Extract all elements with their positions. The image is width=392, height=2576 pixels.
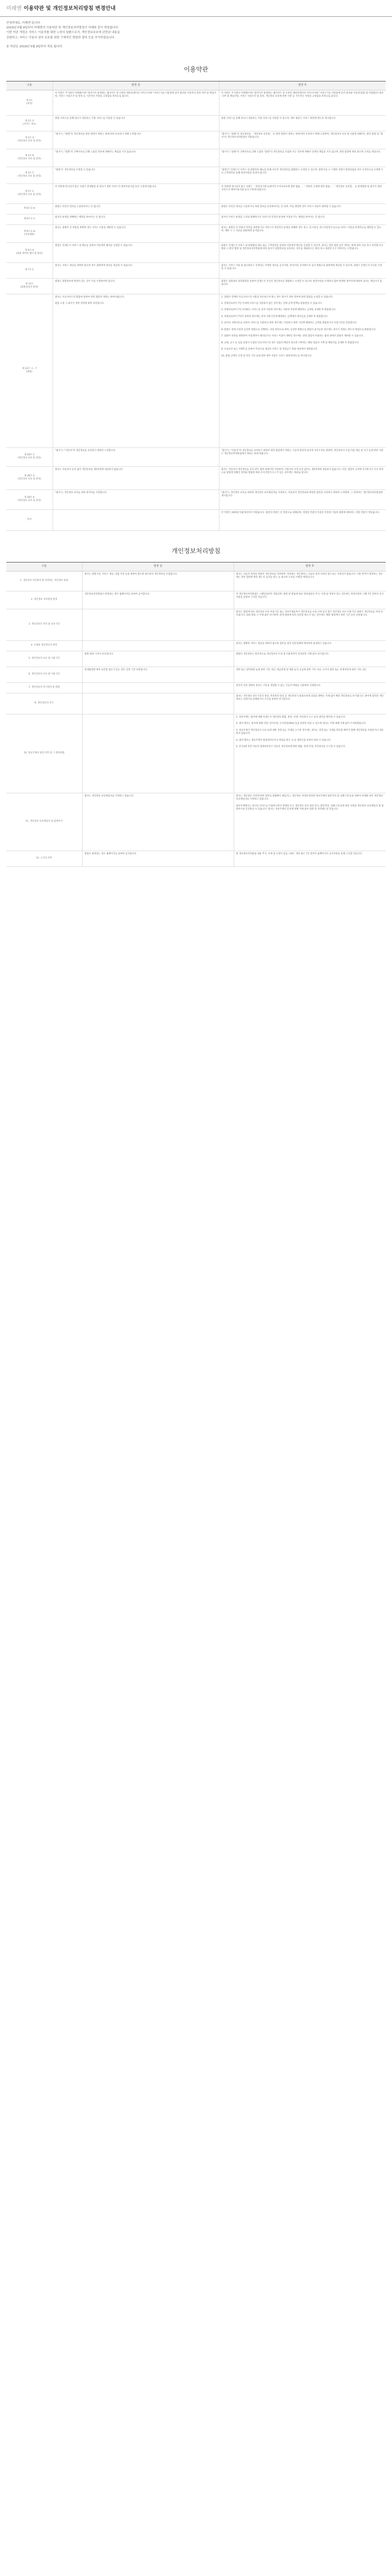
- row-category: [6, 149, 53, 167]
- row-before: [82, 609, 234, 641]
- row-after-text: "회사"는 "회원"의 귀책사유로 인해 노출된 "회원"의 개인정보를 포함한 모든 정보에 대해서 일체의 책임을 지지 않으며, 관련 법령에 따라 필요한 조치를 취합니다.: [221, 150, 381, 154]
- row-before: [82, 591, 234, 609]
- row-before: [82, 571, 234, 591]
- table-row: [6, 224, 386, 242]
- table-row: [6, 641, 386, 651]
- row-category-text: 제 6조-1-⑧ (이용제한): [23, 230, 35, 237]
- row-after-text: 회사는 서비스 이용 중 필요하다고 인정되는 다양한 정보를 공지사항, 전자우편, 문자메시지 등의 방법으로 회원에게 제공할 수 있으며, 회원은 언제든지 수신을 거절할 수 있습니다.: [221, 264, 382, 270]
- header-category: 구분: [6, 81, 53, 90]
- row-after-text: 회사는 다음의 목적을 위하여 개인정보를 처리하며, 처리하는 개인정보는 다음의 목적 이외의 용도로는 이용되지 않습니다. 이용 목적이 변경되는 경우에는 관련 법령에 따라 별도의 동의를 받는 등 필요한 조치를 이행할 예정입니다.: [236, 573, 383, 579]
- row-before-text: 회사는 유료서비스의 환불에 관하여 관련 법령이 정하는 바에 따릅니다. 환불 요청 시 회사가 정한 절차에 따라 처리합니다.: [55, 295, 125, 305]
- row-after-text: 회사는 이용자의 개인정보를 동의 받은 범위 내에서만 이용하며, 이용자의 사전 동의 없이는 제3자에게 제공하지 않습니다. 다만, 법령의 규정에 의거하거나 수사 목적으로 법령에 정해진 절차와 방법에 따라 수사기관의 요구가 있는 경우에는 예외로 합니다.: [221, 468, 384, 474]
- row-before: [53, 131, 219, 149]
- row-category: [6, 203, 53, 214]
- row-after: [234, 667, 386, 683]
- row-after-text: 회사는 법령에 따른 개인정보 보유·이용기간 또는 정보주체로부터 개인정보를 수집 시에 동의 받은 개인정보 보유·이용기간 내에서 개인정보를 처리·보유합니다. 회원 탈퇴 시 지체 없이 파기하며, 관계 법령에 따라 보존할 필요가 있는 경우에는 해당 법령에서 정한 기간 동안 보관합니다.: [236, 611, 383, 617]
- row-after: [219, 224, 386, 242]
- table-row: [6, 609, 386, 641]
- row-after: [234, 651, 386, 667]
- row-after: [234, 683, 386, 693]
- row-category-text: 제 28조-1 (개인정보 보호 및 관리): [17, 453, 42, 460]
- row-category: [6, 793, 82, 851]
- row-after-text: 회원은 타인의 정보를 도용하거나 허위 정보를 등록하여서는 안 되며, 이를 위반한 경우 서비스 이용이 제한될 수 있습니다.: [221, 205, 341, 208]
- row-category: [6, 242, 53, 262]
- header-category: 구분: [6, 563, 82, 571]
- row-before: [53, 509, 219, 530]
- row-after-text: 회사의 서비스 운영을 고의로 방해하거나 서비스의 안정적 운영에 지장을 주는 행위를 하여서는 안 됩니다.: [221, 216, 326, 219]
- table-row: [6, 262, 386, 278]
- effective-date: 본 약관은 2019년 5월 9일부터 적용 됩니다.: [6, 45, 63, 48]
- table-row: [6, 571, 386, 591]
- row-after: [219, 90, 386, 115]
- row-category-text: 10. 정보주체의 권리·의무 및 그 행사방법: [24, 752, 65, 755]
- table-row: [6, 466, 386, 489]
- row-after-text: 회원은 언제든지 서비스 내 회원탈퇴 메뉴 또는 고객센터를 통하여 이용계약 해지를 신청할 수 있으며, 회사는 관련 법령 등이 정하는 바에 따라 이를 즉시 처리합니다. 탈퇴 시 관련 법령 및 개인정보처리방침에 따라 회사가 회원정보를 보유하는 경우를 제외하고는 해지 즉시 회원의 모든 데이터는 소멸됩니다.: [221, 244, 384, 250]
- row-category-text: 제 2조-3 (서비스 개요): [23, 119, 36, 126]
- row-before: [53, 262, 219, 278]
- row-after-text: 회사는 개인정보 처리에 관한 업무를 총괄해서 책임지고, 개인정보 처리와 관련한 정보주체의 불만처리 및 피해구제 등을 위하여 아래와 같이 개인정보 보호책임자를 지정하고 있습니다. 정보주체께서는 회사의 서비스를 이용하시면서 발생한 모든 개인정보 보호 관련 문의, 불만처리, 피해구제 등에 관한 사항을 개인정보 보호책임자 및 담당부서로 문의하실 수 있습니다. 회사는 정보주체의 문의에 대해 지체 없이 답변 및 처리해드릴 것입니다.: [236, 795, 384, 811]
- row-category: [6, 167, 53, 183]
- row-after-text: 이 약관은 주식회사 미래엔(이하 "회사")이 운영하는 웹사이트 및 모바일 애플리케이션 서비스(이하 "서비스")를 이용함에 있어 회사와 이용자(회원 및 비회원)의 권리·의무 및 책임사항, 서비스 이용조건 및 절차, 개인정보 보호에 관한 사항 등 기본적인 사항을 규정함을 목적으로 합니다.: [221, 91, 384, 98]
- table-row: [6, 214, 386, 224]
- intro-line: 이번 약관 개정은 서비스 이용자를 위한 노력의 일환으로서, 개인정보보호에 관련된 내용을: [6, 31, 120, 35]
- row-before: [82, 693, 234, 714]
- row-after: [219, 489, 386, 509]
- row-after-text: "회사"는 "회원"의 개인정보를 「개인정보 보호법」 등 관련 법령이 정하는 바에 따라 보호하기 위해 노력하며, 개인정보의 보호 및 이용에 대해서는 관련 법령 및 "회사"의 개인정보처리방침이 적용됩니다.: [221, 132, 383, 139]
- row-after: [219, 509, 386, 530]
- row-after-text: 회사는 회원이 본 약관의 의무를 위반하거나 서비스의 정상적인 운영을 방해한 경우 경고, 일시정지, 영구이용정지 등으로 서비스 이용을 단계적으로 제한할 수 있으며, 제한 시 그 사유를 회원에게 통지합니다.: [221, 226, 381, 232]
- table-row: [6, 278, 386, 294]
- row-category: [6, 115, 53, 131]
- row-category-text: 4. 수집한 개인정보의 위탁: [31, 644, 57, 647]
- row-after: [219, 167, 386, 183]
- row-category-text: 제 1조 (목적): [26, 99, 33, 106]
- table-row: [6, 693, 386, 714]
- row-after-text: 전자적 파일 형태의 정보는 기록을 재생할 수 없는 기술적 방법을 사용하여 삭제합니다.: [236, 684, 321, 687]
- table-row: [6, 90, 386, 115]
- row-before: [53, 294, 219, 447]
- row-before-text: 회사는 회원가입, 서비스 제공, 상담 처리 등을 위하여 필요한 최소한의 개인정보를 수집합니다.: [84, 573, 178, 576]
- row-after: [234, 609, 386, 641]
- row-category: [6, 294, 53, 447]
- row-before: [82, 641, 234, 651]
- row-category: [6, 683, 82, 693]
- row-before-text: "회사"는 "회원"의 개인정보를 관련 법령이 정하는 바에 따라 보호하기 위해 노력합니다.: [55, 132, 142, 136]
- row-after: [234, 793, 386, 851]
- row-category: [6, 489, 53, 509]
- row-category-text: 제 3조-7 (개인정보 보호 및 관리): [17, 171, 42, 178]
- row-after: [234, 641, 386, 651]
- page-header: [0, 0, 392, 17]
- row-after: [219, 183, 386, 203]
- row-before-text: 회사의 운영을 방해하는 행위를 하여서는 안 됩니다.: [55, 216, 106, 219]
- row-after: [234, 571, 386, 591]
- table-row: [6, 294, 386, 447]
- row-before: [53, 224, 219, 242]
- row-after-text: 1. 정보주체는 회사에 대해 언제든지 개인정보 열람, 정정, 삭제, 처리정지 요구 등의 권리를 행사할 수 있습니다. 2. 권리 행사는 회사에 대해 서면, 전자우편, 모사전송(FAX) 등을 통하여 하실 수 있으며 회사는 이에 대해 지체 없이 조치하겠습니다. 3. 정보주체가 개인정보의 오류 등에 대한 정정 또는 삭제를 요구한 경우에는 회사는 정정 또는 삭제를 완료할 때까지 당해 개인정보를 이용하거나 제공하지 않습니다. 4. 권리 행사는 정보주체의 법정대리인이나 위임을 받은 자 등 대리인을 통하여 하실 수 있습니다. 5. 만 14세 미만 아동의 법정대리인은 아동의 개인정보에 대한 열람, 정정·삭제, 처리정지를 요구할 수 있습니다.: [236, 716, 384, 748]
- row-category-text: 제 3조-6 (개인정보 보호 및 관리): [17, 154, 42, 161]
- row-category: [6, 183, 53, 203]
- row-before: [53, 203, 219, 214]
- row-before: [53, 167, 219, 183]
- row-category: [6, 641, 82, 651]
- row-before-text: "회원"은 개인정보를 수정할 수 있습니다.: [55, 168, 96, 171]
- row-after-text: 회사는 개인정보 보유기간의 경과, 처리목적 달성 등 개인정보가 불필요하게 되었을 때에는 지체 없이 해당 개인정보를 파기합니다. 종이에 출력된 개인정보는 분쇄기로 분쇄하거나 소각을 통하여 파기합니다.: [236, 695, 384, 701]
- row-after-text: 회원의 개인정보는 원칙적으로 개인정보의 수집 및 이용목적이 달성되면 지체 없이 파기합니다.: [236, 653, 329, 656]
- row-after: [219, 466, 386, 489]
- row-before: [53, 149, 219, 167]
- row-after-text: 회원 서비스를 통해 회사가 제공하는 각종 서비스를 이용할 수 있으며, 세부 내용은 서비스 화면에 별도로 게시합니다.: [221, 117, 336, 120]
- row-category-text: 제 6조-4 (회원 계약의 해지 및 탈퇴): [16, 249, 43, 255]
- row-after: [219, 214, 386, 224]
- row-before-text: 회원은 타인의 정보를 도용하여서는 안 됩니다.: [55, 205, 101, 208]
- privacy-section-title: 개인정보처리방침: [172, 547, 220, 555]
- row-before: [82, 851, 234, 867]
- row-category-text: 2. 개인정보 처리방침 변경: [31, 598, 57, 601]
- row-category-text: 제 3조-4 (개인정보 보호 및 관리): [17, 136, 42, 143]
- privacy-table: [6, 562, 386, 867]
- row-category: [6, 571, 82, 591]
- row-before: [82, 651, 234, 667]
- row-before: [82, 714, 234, 793]
- row-category: [6, 447, 53, 466]
- row-after-text: 1. 회원이 결제한 유료서비스의 이용을 취소하고자 하는 경우 회사가 정한 절차에 따라 환불을 요청할 수 있습니다. 2. 결제일로부터 7일 이내에 서비스를 이용하지 않은 경우에는 결제 금액 전액을 환불받을 수 있습니다. 3. 결제일로부터 7일 이내라도 서비스를 일부 이용한 경우에는 이용한 부분에 해당하는 금액을 공제한 후 환불합니다. 4. 결제일로부터 7일이 경과한 경우에는 잔여 이용기간에 해당하는 금액에서 위약금을 공제한 후 환불합니다. 5. 회사의 귀책사유로 인하여 서비스를 이용하지 못한 경우에는 이용하지 못한 기간에 해당하는 금액을 환불하거나 이용기간을 연장합니다. 6. 환불은 결제 수단과 동일한 방법으로 진행하는 것을 원칙으로 하며, 동일한 방법으로 환불이 불가능한 경우에는 회사가 정하는 별도의 방법으로 환불합니다. 7. 회원이 약관을 위반하여 이용계약이 해지되거나 서비스 이용이 제한된 경우에는 관련 법령이 허용하는 범위 내에서 환불이 제한될 수 있습니다. 8. 교재, 교구 등 실물 상품이 포함된 유료서비스의 경우 상품의 배송이 완료된 이후에는 해당 상품의 가액 및 배송비를 공제한 후 환불합니다. 9. 프로모션 또는 이벤트를 통하여 무상으로 제공된 서비스 및 적립금은 환불 대상에서 제외됩니다. 10. 환불 금액의 산정 및 처리 기간 등에 관한 세부 사항은 서비스 화면에 별도로 게시합니다.: [221, 295, 376, 357]
- intro-line: 2019년 5월 9일부터 미래엔의 이용약관 및 개인정보처리방침이 아래와 같이 개정됩니다.: [6, 26, 119, 29]
- row-before-text: 회사는 이용자의 동의 없이 개인정보를 제3자에게 제공하지 않습니다.: [55, 468, 124, 471]
- row-category-text: 제 28조-3 (개인정보 보호 및 관리): [17, 474, 42, 481]
- table-row: [6, 793, 386, 851]
- table-row: [6, 167, 386, 183]
- row-category: [6, 90, 53, 115]
- row-before-text: 회원은 회원정보에 변경이 있는 경우 이를 수정하여야 합니다.: [55, 280, 116, 283]
- table-row: [6, 115, 386, 131]
- row-before: [82, 667, 234, 683]
- row-before-text: 회원 탈퇴 시까지 보유합니다.: [84, 653, 114, 656]
- row-after: [234, 591, 386, 609]
- row-category: [6, 466, 53, 489]
- row-after: [234, 714, 386, 793]
- row-category-text: 제 6조-1-⑦: [23, 218, 35, 220]
- row-category: [6, 131, 53, 149]
- row-after-text: 이 개인정보처리방침은 시행일로부터 적용되며, 법령 및 방침에 따른 변경내용의 추가, 삭제 및 정정이 있는 경우에는 변경사항의 시행 7일 전부터 공지사항을 통하여 고지할 것입니다.: [236, 593, 384, 599]
- row-after-text: 계약 또는 청약철회 등에 관한 기록: 5년, 대금결제 및 재화 등의 공급에 관한 기록: 5년, 소비자 불만 또는 분쟁처리에 관한 기록: 3년: [236, 669, 366, 671]
- row-category-text: 제 22조 -1 - 7 (환불): [22, 367, 37, 374]
- header-after: 변경 후: [234, 563, 386, 571]
- row-category: [6, 509, 53, 530]
- row-before: [53, 90, 219, 115]
- row-after-text: 회사는 원활한 서비스 제공을 위하여 필요한 업무를 외부 전문업체에 위탁하여 운영하고 있습니다.: [236, 642, 332, 645]
- header-after: 변경 후: [219, 81, 386, 90]
- intro-line: 강화하고, 서비스 이용의 권익 보호를 위한 구체적인 방법과 절차 등을 추가하였습니다.: [6, 36, 115, 39]
- table-row: [6, 183, 386, 203]
- row-after: [219, 294, 386, 447]
- terms-section-title: 이용약관: [184, 66, 208, 74]
- row-category: [6, 278, 53, 294]
- row-before-text: 이 약관은 주식회사 미래엔(이하 "회사")이 운영하는 웹사이트 및 모바일 애플리케이션 서비스(이하 "서비스")를 이용함에 있어 회사와 이용자의 권리·의무 및 책임사항, 서비스 이용조건 및 절차 등 기본적인 사항을 규정함을 목적으로 합니다.: [55, 91, 216, 98]
- page-title: 이용약관 및 개인정보처리방침 변경안내: [23, 6, 116, 12]
- row-category: [6, 214, 53, 224]
- terms-table: [6, 81, 386, 531]
- row-category: [6, 651, 82, 667]
- intro: [0, 17, 392, 50]
- header-before: 변경 전: [53, 81, 219, 90]
- row-before-text: "회사"는 개인정보 보호를 위한 관리자를 지정합니다.: [55, 491, 107, 494]
- row-after: [219, 242, 386, 262]
- table-row: [6, 203, 386, 214]
- row-after-text: 현 개인정보처리방침 내용 추가, 삭제 및 수정이 있을 시에는 개정 최소 7일 전부터 홈페이지의 공지사항을 통해 고지할 것입니다.: [236, 853, 363, 855]
- row-category-text: 6. 개인정보의 보유 및 이용기간: [28, 673, 60, 676]
- row-before: [53, 242, 219, 262]
- row-category-text: 8. 개인정보의 파기: [34, 702, 54, 705]
- intro-line: 안녕하세요, 미래엔 입니다.: [6, 21, 41, 25]
- row-after-text: "회원"은 언제든지 서비스 내 회원정보 메뉴를 통해 자신의 개인정보를 열람하고 수정할 수 있으며, 회원가입 시 기재한 사항이 변경되었을 경우 온라인으로 수정하거나 고객센터를 통해 변경사항을 알려야 합니다.: [221, 168, 383, 175]
- row-after: [219, 447, 386, 466]
- row-before-text: 회원은 언제든지 서비스 내 메뉴를 통하여 이용계약 해지를 신청할 수 있습니다.: [55, 244, 133, 247]
- table-row: [6, 651, 386, 667]
- table-row: [6, 447, 386, 466]
- table-row: [6, 242, 386, 262]
- row-category: [6, 224, 53, 242]
- row-category-text: 제 5조-1 (개인정보 보호 및 관리): [17, 190, 42, 197]
- row-category-text: 5. 개인정보의 보유 및 이용기간: [28, 657, 60, 660]
- row-before-text: "회사"는 "이용자"의 개인정보를 보호하기 위하여 노력합니다.: [55, 449, 116, 452]
- table-row: [6, 509, 386, 530]
- row-category-text: 12. 고지의 의무: [36, 857, 52, 860]
- row-before-text: 관계법령에 따라 보존할 필요가 있는 경우 일정 기간 보관합니다.: [84, 669, 148, 671]
- row-category: [6, 851, 82, 867]
- row-after: [219, 149, 386, 167]
- table-row: [6, 591, 386, 609]
- row-category: [6, 667, 82, 683]
- row-before-text: 회사는 회원이 본 약관을 위반한 경우 서비스 이용을 제한할 수 있습니다.: [55, 226, 126, 229]
- row-category-text: 제 12조 (회원정보의 변경): [20, 282, 38, 289]
- row-after-text: 이 약관에 명시되지 않은 사항은 「전자상거래 등에서의 소비자보호에 관한 법률」, 「약관의 규제에 관한 법률」, 「개인정보 보호법」 등 관계법령 및 회사가 정한 서비스의 세부이용지침 등의 규정에 따릅니다.: [221, 185, 383, 191]
- row-before-text: 회사는 개인정보 보호책임자를 지정하고 있습니다.: [84, 795, 134, 798]
- row-after-text: "회사"는 개인정보 보호를 위하여 개인정보 보호책임자를 지정하고, 이용자의 개인정보와 관련한 불만을 처리하기 위하여 노력하며, 그 연락처는 개인정보처리방침에 게시합니다.: [221, 491, 384, 497]
- brand-name: 미래엔: [6, 6, 22, 12]
- row-before: [53, 115, 219, 131]
- row-category: [6, 714, 82, 793]
- row-category-text: 7. 개인정보의 파기절차 및 방법: [28, 686, 60, 689]
- row-before: [53, 278, 219, 294]
- table-row: [6, 131, 386, 149]
- row-after: [234, 693, 386, 714]
- row-category-text: 3. 개인정보의 처리 및 보유기간: [28, 623, 60, 626]
- row-after: [219, 115, 386, 131]
- row-category: [6, 591, 82, 609]
- row-before: [53, 466, 219, 489]
- row-after: [219, 131, 386, 149]
- row-after-text: 회원은 회원정보 관리화면을 통하여 언제든지 본인의 개인정보를 열람하고 수정할 수 있으며, 변경사항을 수정하지 않아 발생한 불이익에 대하여 회사는 책임지지 않습니다.: [221, 280, 382, 286]
- row-category-text: 제 6조-1-⑥: [23, 207, 35, 210]
- row-before-text: 회원 서비스를 통해 회사가 제공하는 각종 서비스를 이용할 수 있습니다.: [55, 117, 126, 120]
- row-category-text: 부칙: [27, 518, 32, 521]
- row-after: [219, 278, 386, 294]
- table-row: [6, 714, 386, 793]
- row-before: [53, 214, 219, 224]
- row-before-text: "회사"는 "회원"의 귀책사유로 인해 노출된 정보에 대해서는 책임을 지지 않습니다.: [55, 150, 136, 154]
- row-after: [219, 203, 386, 214]
- row-category: [6, 609, 82, 641]
- header-before: 변경 전: [82, 563, 234, 571]
- row-before: [53, 183, 219, 203]
- table-row: [6, 667, 386, 683]
- table-row: [6, 489, 386, 509]
- row-before-text: 이 약관에 명시되지 않은 사항은 관계법령 및 회사가 정한 서비스의 세부이용지침 등의 규정에 따릅니다.: [55, 185, 157, 188]
- table-row: [6, 149, 386, 167]
- row-after-text: 본 약관은 2019년 5월 9일부터 적용됩니다. 종전의 약관은 본 약관으로 대체되며, 개정된 약관의 적용일 이전에 가입한 회원에 대하여도 개정 약관이 적용됩니다.: [221, 511, 380, 514]
- row-after: [234, 851, 386, 867]
- row-category-text: 제 7조-1: [25, 269, 34, 271]
- row-before: [53, 447, 219, 466]
- row-category: [6, 693, 82, 714]
- row-after: [219, 262, 386, 278]
- row-before: [82, 683, 234, 693]
- row-category-text: 1. 개인정보 처리목적 및 처리하는 개인정보 항목: [20, 579, 68, 582]
- row-before: [53, 489, 219, 509]
- row-category-text: 11. 개인정보 보호책임자 및 담당부서: [25, 820, 63, 823]
- row-category: [6, 262, 53, 278]
- row-category-text: 제 28조-4 (개인정보 보호 및 관리): [17, 496, 42, 503]
- table-row: [6, 683, 386, 693]
- row-before-text: 방침이 변경되는 경우 홈페이지를 통하여 공지합니다.: [84, 853, 137, 855]
- table-row: [6, 851, 386, 867]
- row-before-text: 개인정보처리방침이 변경되는 경우 홈페이지를 통하여 공지합니다.: [84, 593, 150, 596]
- row-after-text: "회사"는 "이용자"의 개인정보를 보호하기 위하여 관련 법령에서 정하는 기술적·관리적·물리적 보호조치를 취하며, 개인정보의 수집·이용·제공 및 파기 등에 관한 사항은 개인정보처리방침에서 정하는 바에 따릅니다.: [221, 449, 384, 455]
- row-before: [82, 793, 234, 851]
- row-before-text: 회사는 서비스 제공을 위하여 필요한 경우 회원에게 정보를 제공할 수 있습니다.: [55, 264, 133, 267]
